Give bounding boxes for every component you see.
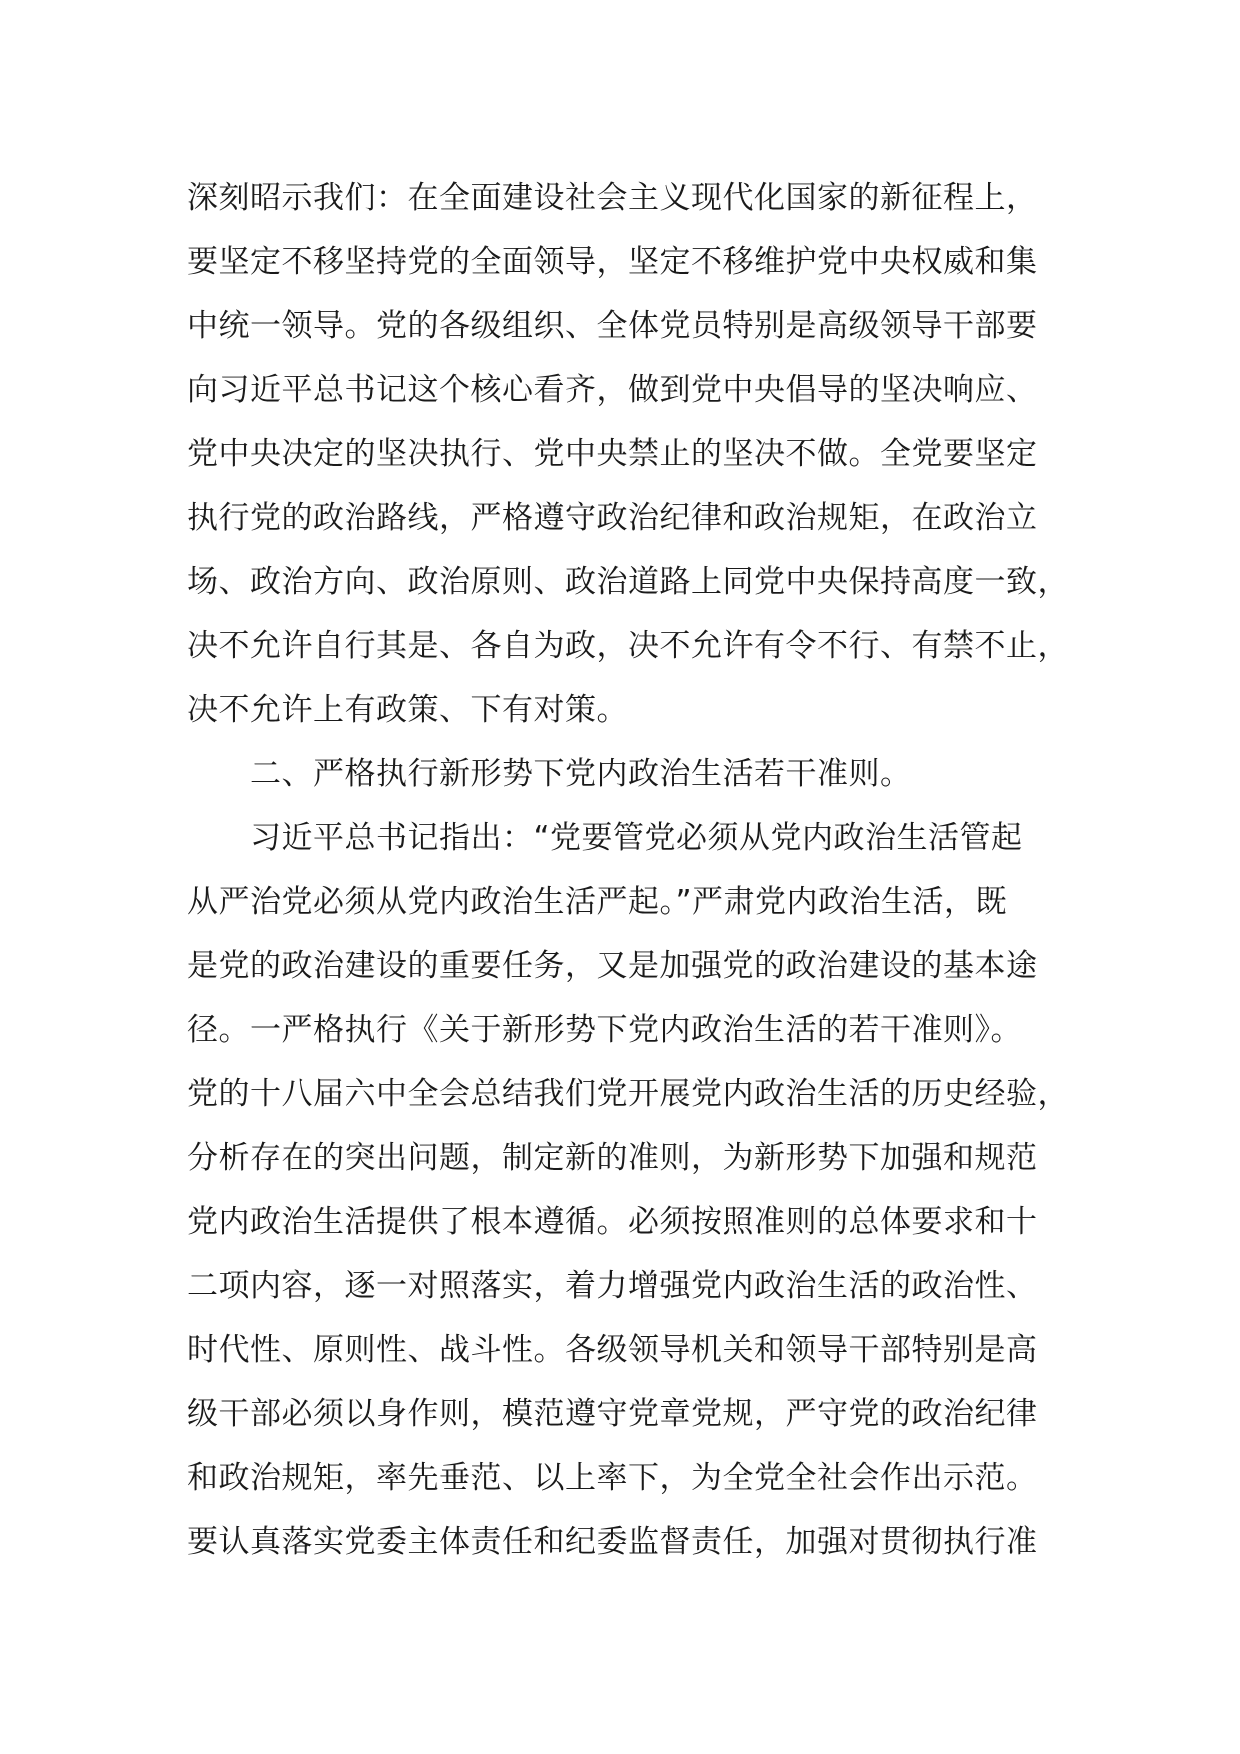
text-line-1: 深刻昭示我们：在全面建设社会主义现代化国家的新征程上， <box>187 180 1038 216</box>
text-line-18: 二项内容，逐一对照落实，着力增强党内政治生活的政治性、 <box>187 1268 1038 1304</box>
text-line-4: 向习近平总书记这个核心看齐，做到党中央倡导的坚决响应、 <box>187 372 1038 408</box>
text-line-12: 从严治党必须从党内政治生活严起。”严肃党内政治生活，既 <box>187 884 1008 920</box>
text-line-19: 时代性、原则性、战斗性。各级领导机关和领导干部特别是高 <box>187 1332 1038 1368</box>
text-line-21: 和政治规矩，率先垂范、以上率下，为全党全社会作出示范。 <box>187 1460 1038 1496</box>
text-line-14: 径。一严格执行《关于新形势下党内政治生活的若干准则》。 <box>187 1012 1022 1048</box>
text-line-16: 分析存在的突出问题，制定新的准则，为新形势下加强和规范 <box>187 1140 1038 1176</box>
text-line-17: 党内政治生活提供了根本遵循。必须按照准则的总体要求和十 <box>187 1204 1038 1240</box>
text-line-11: 习近平总书记指出：“党要管党必须从党内政治生活管起 <box>250 820 1023 856</box>
section-heading: 二、严格执行新形势下党内政治生活若干准则。 <box>250 756 912 792</box>
text-line-22: 要认真落实党委主体责任和纪委监督责任，加强对贯彻执行准 <box>187 1524 1038 1560</box>
text-line-15: 党的十八届六中全会总结我们党开展党内政治生活的历史经验， <box>187 1076 1069 1112</box>
text-line-8: 决不允许自行其是、各自为政，决不允许有令不行、有禁不止， <box>187 628 1069 664</box>
text-line-20: 级干部必须以身作则，模范遵守党章党规，严守党的政治纪律 <box>187 1396 1038 1432</box>
text-line-2: 要坚定不移坚持党的全面领导，坚定不移维护党中央权威和集 <box>187 244 1038 280</box>
text-line-13: 是党的政治建设的重要任务，又是加强党的政治建设的基本途 <box>187 948 1038 984</box>
text-line-7: 场、政治方向、政治原则、政治道路上同党中央保持高度一致， <box>187 564 1069 600</box>
text-line-3: 中统一领导。党的各级组织、全体党员特别是高级领导干部要 <box>187 308 1038 344</box>
text-line-6: 执行党的政治路线，严格遵守政治纪律和政治规矩，在政治立 <box>187 500 1038 536</box>
text-line-5: 党中央决定的坚决执行、党中央禁止的坚决不做。全党要坚定 <box>187 436 1038 472</box>
text-line-9: 决不允许上有政策、下有对策。 <box>187 692 628 728</box>
